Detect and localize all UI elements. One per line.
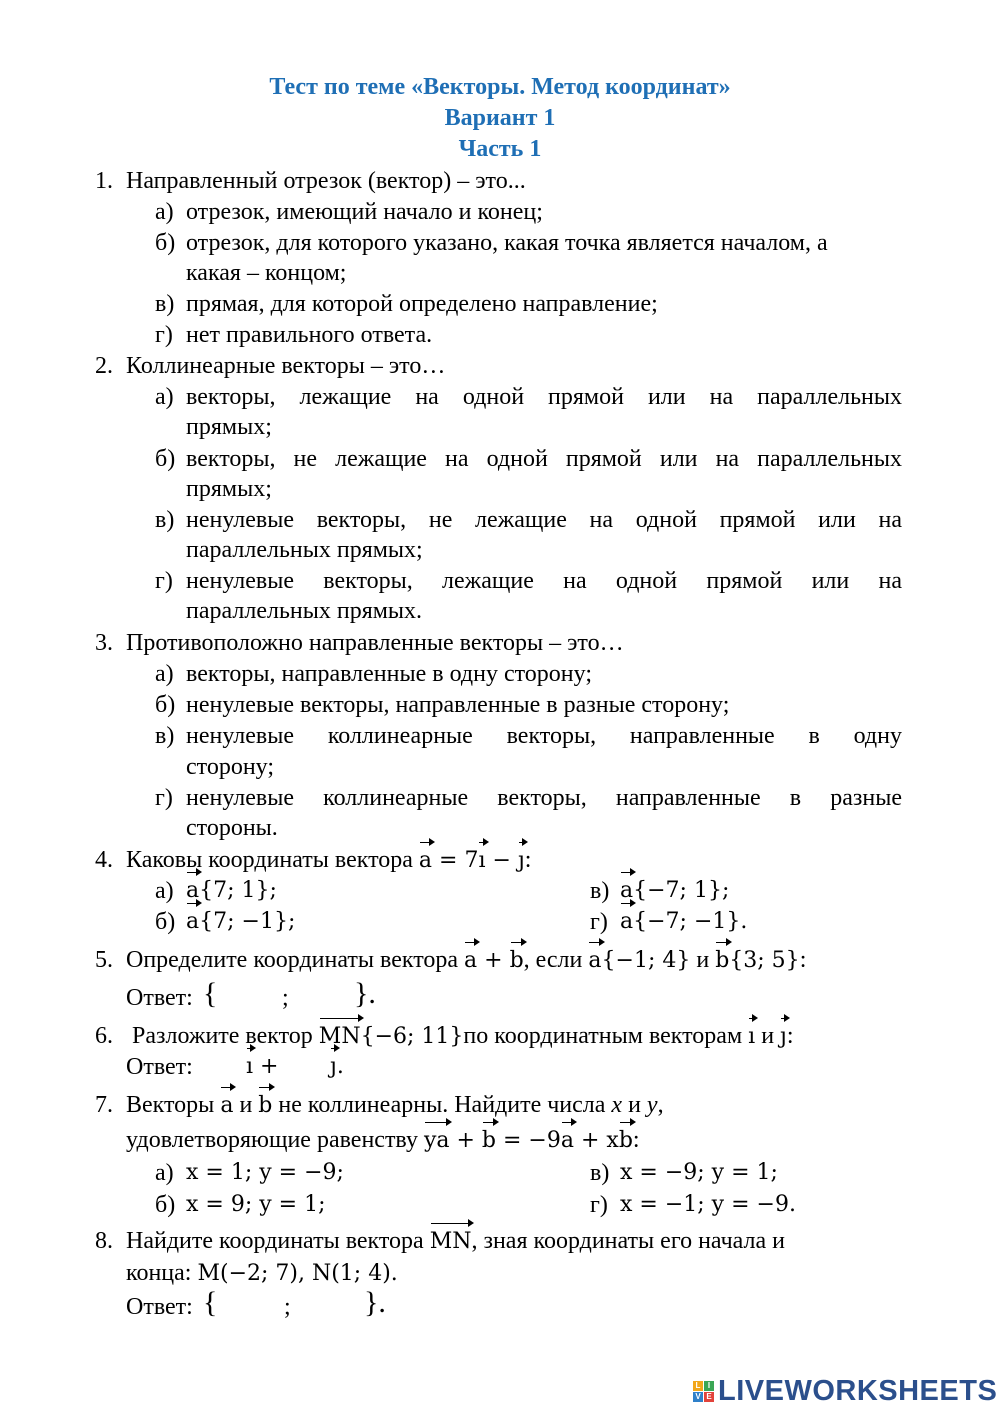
vector-b: b: [619, 1126, 633, 1156]
vector-ya: ya: [424, 1126, 450, 1156]
text: Определите координаты вектора: [126, 947, 465, 973]
question-number: 6.: [95, 1023, 113, 1049]
option-label: г): [155, 785, 173, 811]
option-label: б): [155, 692, 176, 718]
math: +: [449, 1128, 482, 1153]
math: M(−2; 7), N(1; 4).: [197, 1261, 398, 1286]
vector-j: ȷ: [780, 1022, 787, 1052]
text: :: [632, 1127, 640, 1153]
question-1-text: Направленный отрезок (вектор) – это...: [126, 168, 526, 194]
option-label: б): [155, 909, 176, 935]
math: +: [477, 948, 510, 973]
vector-a: a: [419, 846, 432, 876]
question-number: 5.: [95, 947, 113, 973]
option-label: а): [155, 1160, 174, 1186]
math: {−7; −1}.: [633, 909, 748, 934]
option-text-continued: параллельных прямых.: [186, 598, 423, 624]
brace-close: }.: [364, 1286, 386, 1319]
text: :: [786, 1023, 794, 1049]
option-label: а): [155, 661, 174, 687]
question-8-text: [126, 1226, 785, 1257]
vector-a: a: [588, 946, 601, 976]
vector-b: b: [258, 1091, 272, 1121]
option-value: [620, 876, 729, 906]
text: Разложите вектор: [132, 1023, 319, 1049]
vector-a: a: [620, 876, 633, 906]
option-label: в): [590, 1160, 610, 1186]
option-value: x = −1; y = −9.: [620, 1192, 796, 1217]
vector-a: a: [186, 876, 199, 906]
option-label: г): [590, 1192, 608, 1218]
vector-mn: MN: [319, 1022, 361, 1052]
option-text-continued: прямых;: [186, 414, 272, 440]
text: Каковы координаты вектора: [126, 847, 419, 873]
option-text: ненулевые коллинеарные векторы, направленные в одну: [186, 723, 902, 749]
math: {3; 5}: [729, 948, 800, 973]
variable-x: x: [611, 1092, 623, 1118]
vector-j: ȷ: [518, 846, 525, 876]
vector-b: b: [482, 1126, 496, 1156]
question-number: 4.: [95, 847, 113, 873]
option-text: отрезок, для которого указано, какая точка является началом, а: [186, 230, 828, 256]
answer-input-y[interactable]: [298, 984, 348, 1010]
vector-i: ı: [748, 1022, 755, 1052]
math: −: [485, 848, 518, 873]
question-number: 1.: [95, 168, 113, 194]
option-text-continued: какая – концом;: [186, 260, 347, 286]
question-3-text: Противоположно направленные векторы – это…: [126, 630, 624, 656]
option-text: нет правильного ответа.: [186, 322, 433, 348]
vector-a: a: [561, 1126, 574, 1156]
option-value: [186, 907, 295, 937]
option-text: ненулевые векторы, направленные в разные сторону;: [186, 692, 730, 718]
option-text-continued: параллельных прямых;: [186, 537, 423, 563]
answer-expression: [330, 1052, 344, 1082]
logo-letter: V: [693, 1392, 703, 1402]
option-value: x = 9; y = 1;: [186, 1192, 326, 1217]
option-text: прямая, для которой определено направление;: [186, 291, 658, 317]
option-text-continued: стороны.: [186, 815, 278, 841]
option-text-continued: прямых;: [186, 476, 272, 502]
option-label: в): [590, 878, 610, 904]
answer-label: Ответ:: [126, 985, 193, 1011]
question-6-text: [132, 1021, 794, 1052]
question-2-text: Коллинеарные векторы – это…: [126, 353, 446, 379]
math: = 7: [432, 848, 479, 873]
option-label: в): [155, 291, 175, 317]
semicolon: ;: [282, 985, 289, 1011]
vector-a: a: [464, 946, 477, 976]
option-value: x = −9; y = 1;: [620, 1160, 778, 1185]
option-label: а): [155, 384, 174, 410]
text: и: [622, 1092, 647, 1118]
answer-input-x[interactable]: [240, 1293, 280, 1319]
option-label: г): [590, 909, 608, 935]
option-label: б): [155, 230, 176, 256]
option-label: б): [155, 446, 176, 472]
option-text-continued: сторону;: [186, 754, 275, 780]
text: , зная координаты его начала и: [471, 1228, 786, 1254]
answer-input-y[interactable]: [300, 1293, 360, 1319]
math: .: [336, 1054, 344, 1079]
option-text: векторы, не лежащие на одной прямой или на параллельных: [186, 446, 902, 472]
brace-open: {: [203, 1286, 218, 1319]
text: ,: [657, 1092, 664, 1118]
option-label: а): [155, 199, 174, 225]
option-label: б): [155, 1192, 176, 1218]
text: конца:: [126, 1260, 198, 1286]
answer-label: Ответ:: [126, 1054, 193, 1080]
vector-i: ı: [246, 1052, 253, 1082]
brace-close: }.: [354, 977, 376, 1010]
logo-icon: [693, 1381, 714, 1402]
option-label: в): [155, 723, 175, 749]
option-label: г): [155, 568, 173, 594]
vector-i: ı: [478, 846, 485, 876]
question-7-text: [126, 1090, 664, 1121]
answer-input-x[interactable]: [240, 984, 280, 1010]
question-number: 8.: [95, 1228, 113, 1254]
text: и: [690, 947, 716, 973]
liveworksheets-logo: [693, 1374, 997, 1408]
question-7-text-continued: [126, 1125, 640, 1156]
math: {−1; 4}: [601, 948, 691, 973]
answer-expression: [246, 1052, 278, 1082]
option-value: x = 1; y = −9;: [186, 1160, 344, 1185]
vector-b: b: [715, 946, 729, 976]
option-value: [620, 907, 747, 937]
math: {−7; 1};: [633, 878, 730, 903]
answer-input-j-coef[interactable]: [290, 1053, 326, 1079]
question-number: 7.: [95, 1092, 113, 1118]
text: не коллинеарны. Найдите числа: [272, 1092, 612, 1118]
part-label: Часть 1: [458, 136, 542, 162]
option-label: в): [155, 507, 175, 533]
math: = −9: [496, 1128, 561, 1153]
math: {7; −1};: [199, 909, 296, 934]
question-number: 3.: [95, 630, 113, 656]
math: {−6; 11}: [360, 1024, 464, 1049]
text: :: [799, 947, 807, 973]
vector-j: ȷ: [330, 1052, 337, 1082]
math: + x: [573, 1128, 619, 1153]
question-5-text: [126, 945, 806, 976]
option-text: отрезок, имеющий начало и конец;: [186, 199, 543, 225]
text: Найдите координаты вектора: [126, 1228, 430, 1254]
option-text: ненулевые векторы, не лежащие на одной прямой или на: [186, 507, 902, 533]
text: :: [524, 847, 532, 873]
option-label: г): [155, 322, 173, 348]
text: , если: [523, 947, 589, 973]
vector-a: a: [186, 907, 199, 937]
text: Векторы: [126, 1092, 221, 1118]
option-text: векторы, лежащие на одной прямой или на параллельных: [186, 384, 902, 410]
vector-a: a: [220, 1091, 233, 1121]
logo-letter: L: [693, 1381, 703, 1391]
option-text: ненулевые коллинеарные векторы, направленные в разные: [186, 785, 902, 811]
question-number: 2.: [95, 353, 113, 379]
option-label: а): [155, 878, 174, 904]
variant-label: Вариант 1: [444, 105, 556, 131]
page-title: Тест по теме «Векторы. Метод координат»: [269, 74, 731, 100]
text: и: [233, 1092, 259, 1118]
math: {7; 1};: [199, 878, 277, 903]
option-text: векторы, направленные в одну сторону;: [186, 661, 592, 687]
brace-open: {: [203, 977, 218, 1010]
option-text: ненулевые векторы, лежащие на одной прямой или на: [186, 568, 902, 594]
logo-letter: E: [704, 1392, 714, 1402]
answer-label: Ответ:: [126, 1294, 193, 1320]
answer-input-i-coef[interactable]: [206, 1053, 244, 1079]
text: удовлетворяющие равенству: [126, 1127, 424, 1153]
math: +: [253, 1054, 279, 1079]
text: по координатным векторам: [463, 1023, 749, 1049]
semicolon: ;: [284, 1294, 291, 1320]
logo-text: LIVEWORKSHEETS: [718, 1374, 998, 1407]
variable-y: y: [646, 1092, 658, 1118]
question-8-text-continued: [126, 1258, 398, 1289]
vector-mn: MN: [430, 1227, 472, 1257]
text: и: [755, 1023, 781, 1049]
vector-b: b: [510, 946, 524, 976]
logo-letter: I: [704, 1381, 714, 1391]
vector-a: a: [620, 907, 633, 937]
